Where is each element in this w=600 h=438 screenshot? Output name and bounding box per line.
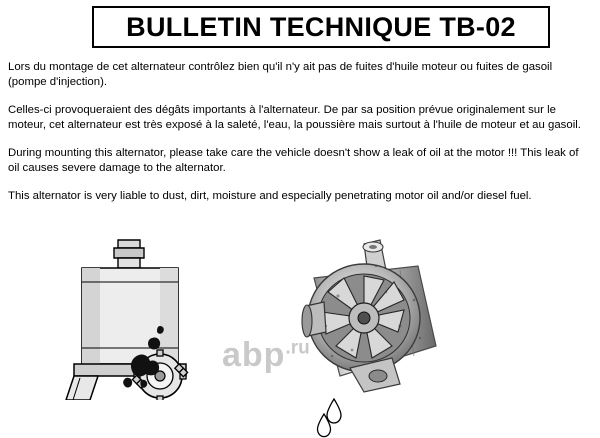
alternator-illustration <box>268 226 468 400</box>
watermark-text: abp <box>222 336 286 374</box>
paragraph-en-1: During mounting this alternator, please take care the vehicle doesn't show a leak of oil at the motor !!! This leak of oil causes severe damage to the alternator. <box>8 146 579 175</box>
illustration-area <box>0 226 600 400</box>
page-title: BULLETIN TECHNIQUE TB-02 <box>126 11 516 42</box>
watermark-suffix: .ru <box>285 337 310 359</box>
paragraph-fr-1: Lors du montage de cet alternateur contrôlez bien qu'il n'y ait pas de fuites d'huile moteur ou fuites de gasoil (pompe d'injection). <box>8 61 553 89</box>
oil-drop-lower-icon <box>316 412 332 438</box>
injection-pump-illustration <box>56 230 206 400</box>
paragraph-fr-2: Celles-ci provoqueraient des dégâts importants à l'alternateur. De par sa position prévue originalement sur le moteur, cet alternateur est très exposé à la saleté, l'eau, la poussière mais surtout à l'huile de moteur et au gasoil. <box>8 103 581 132</box>
bulletin-title-box <box>92 6 550 48</box>
bulletin-body <box>8 60 592 205</box>
paragraph-en-2: This alternator is very liable to dust, dirt, moisture and especially penetrating motor oil and/or diesel fuel. <box>8 190 532 203</box>
